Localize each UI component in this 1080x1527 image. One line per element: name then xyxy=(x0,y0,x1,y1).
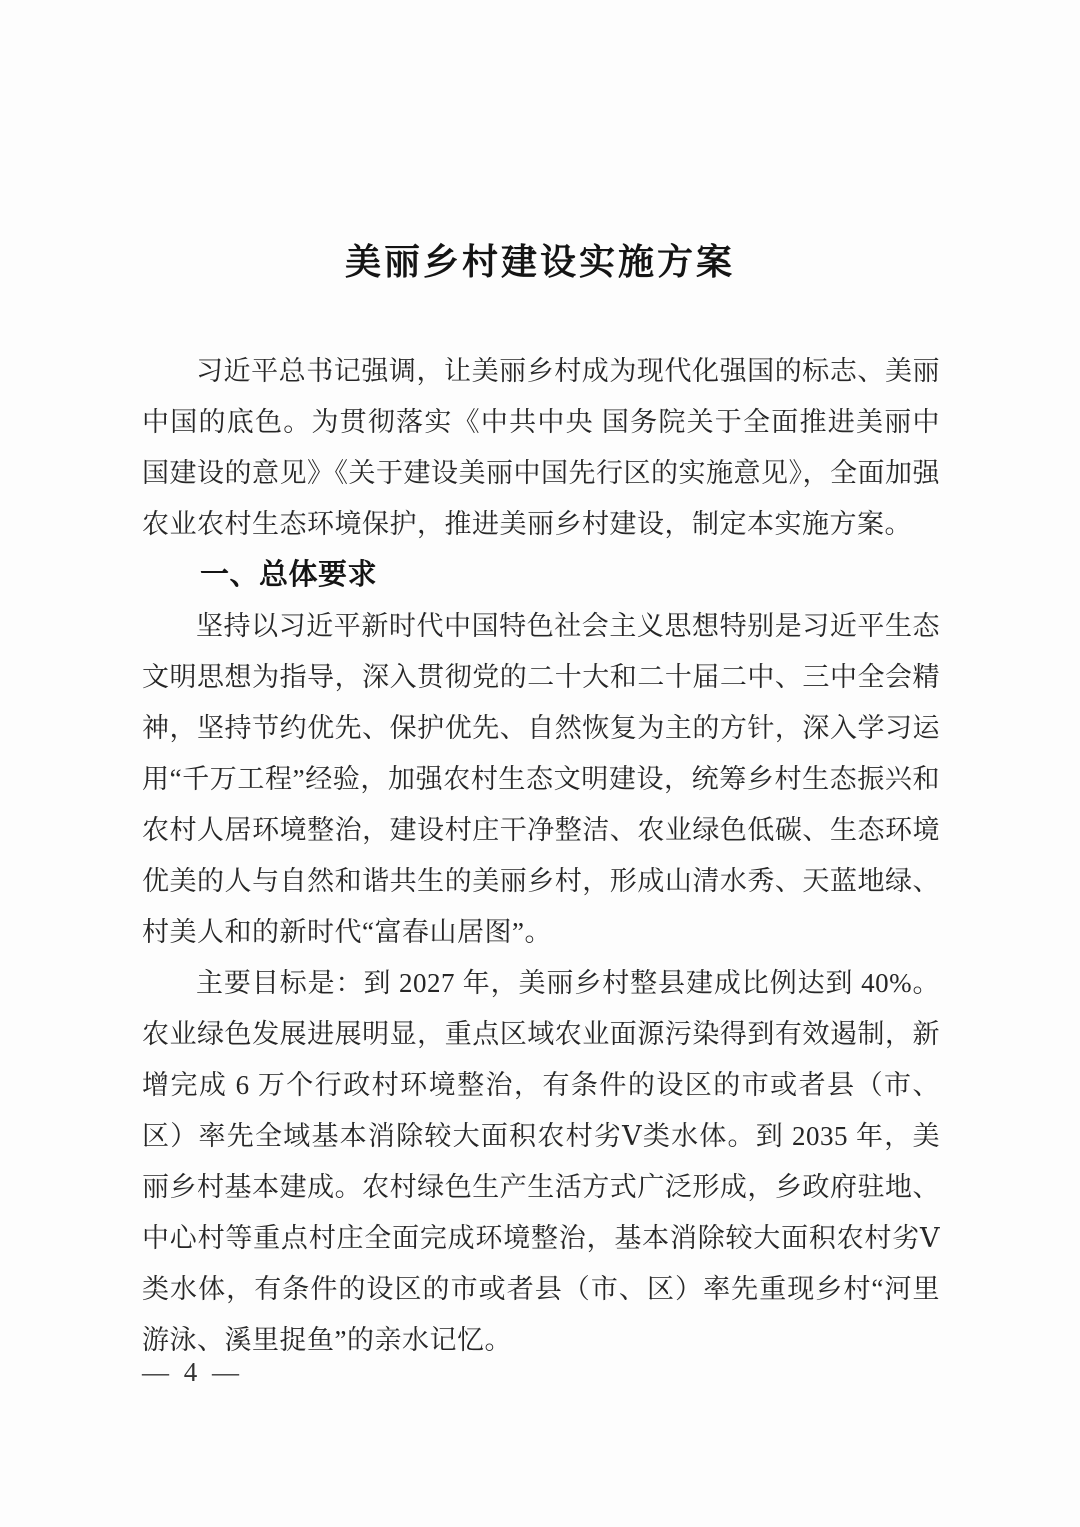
page-number: — 4 — xyxy=(142,1357,243,1387)
document-body xyxy=(142,346,940,1366)
paragraph-guiding-ideology: 坚持以习近平新时代中国特色社会主义思想特别是习近平生态文明思想为指导，深入贯彻党的二十大和二十届二中、三中全会精神，坚持节约优先、保护优先、自然恢复为主的方针，深入学习运用“千万工程”经验，加强农村生态文明建设，统筹乡村生态振兴和农村人居环境整治，建设村庄干净整洁、农业绿色低碳、生态环境优美的人与自然和谐共生的美丽乡村，形成山清水秀、天蓝地绿、村美人和的新时代“富春山居图”。 xyxy=(142,611,940,947)
paragraph-main-goals: 主要目标是：到 2027 年，美丽乡村整县建成比例达到 40%。农业绿色发展进展明显，重点区域农业面源污染得到有效遏制，新增完成 6 万个行政村环境整治，有条件的设区的市或者县（市、区）率先全域基本消除较大面积农村劣Ⅴ类水体。到 2035 年，美丽乡村基本建成。农村绿色生产生活方式广泛形成，乡政府驻地、中心村等重点村庄全面完成环境整治，基本消除较大面积农村劣Ⅴ类水体，有条件的设区的市或者县（市、区）率先重现乡村“河里游泳、溪里捉鱼”的亲水记忆。 xyxy=(142,968,940,1355)
section-heading-overall-requirements: 一、总体要求 xyxy=(200,559,378,591)
paragraph-intro: 习近平总书记强调，让美丽乡村成为现代化强国的标志、美丽中国的底色。为贯彻落实《中共中央 国务院关于全面推进美丽中国建设的意见》《关于建设美丽中国先行区的实施意见》，全面加强农业农村生态环境保护，推进美丽乡村建设，制定本实施方案。 xyxy=(142,356,940,539)
document-title: 美丽乡村建设实施方案 xyxy=(344,241,735,282)
